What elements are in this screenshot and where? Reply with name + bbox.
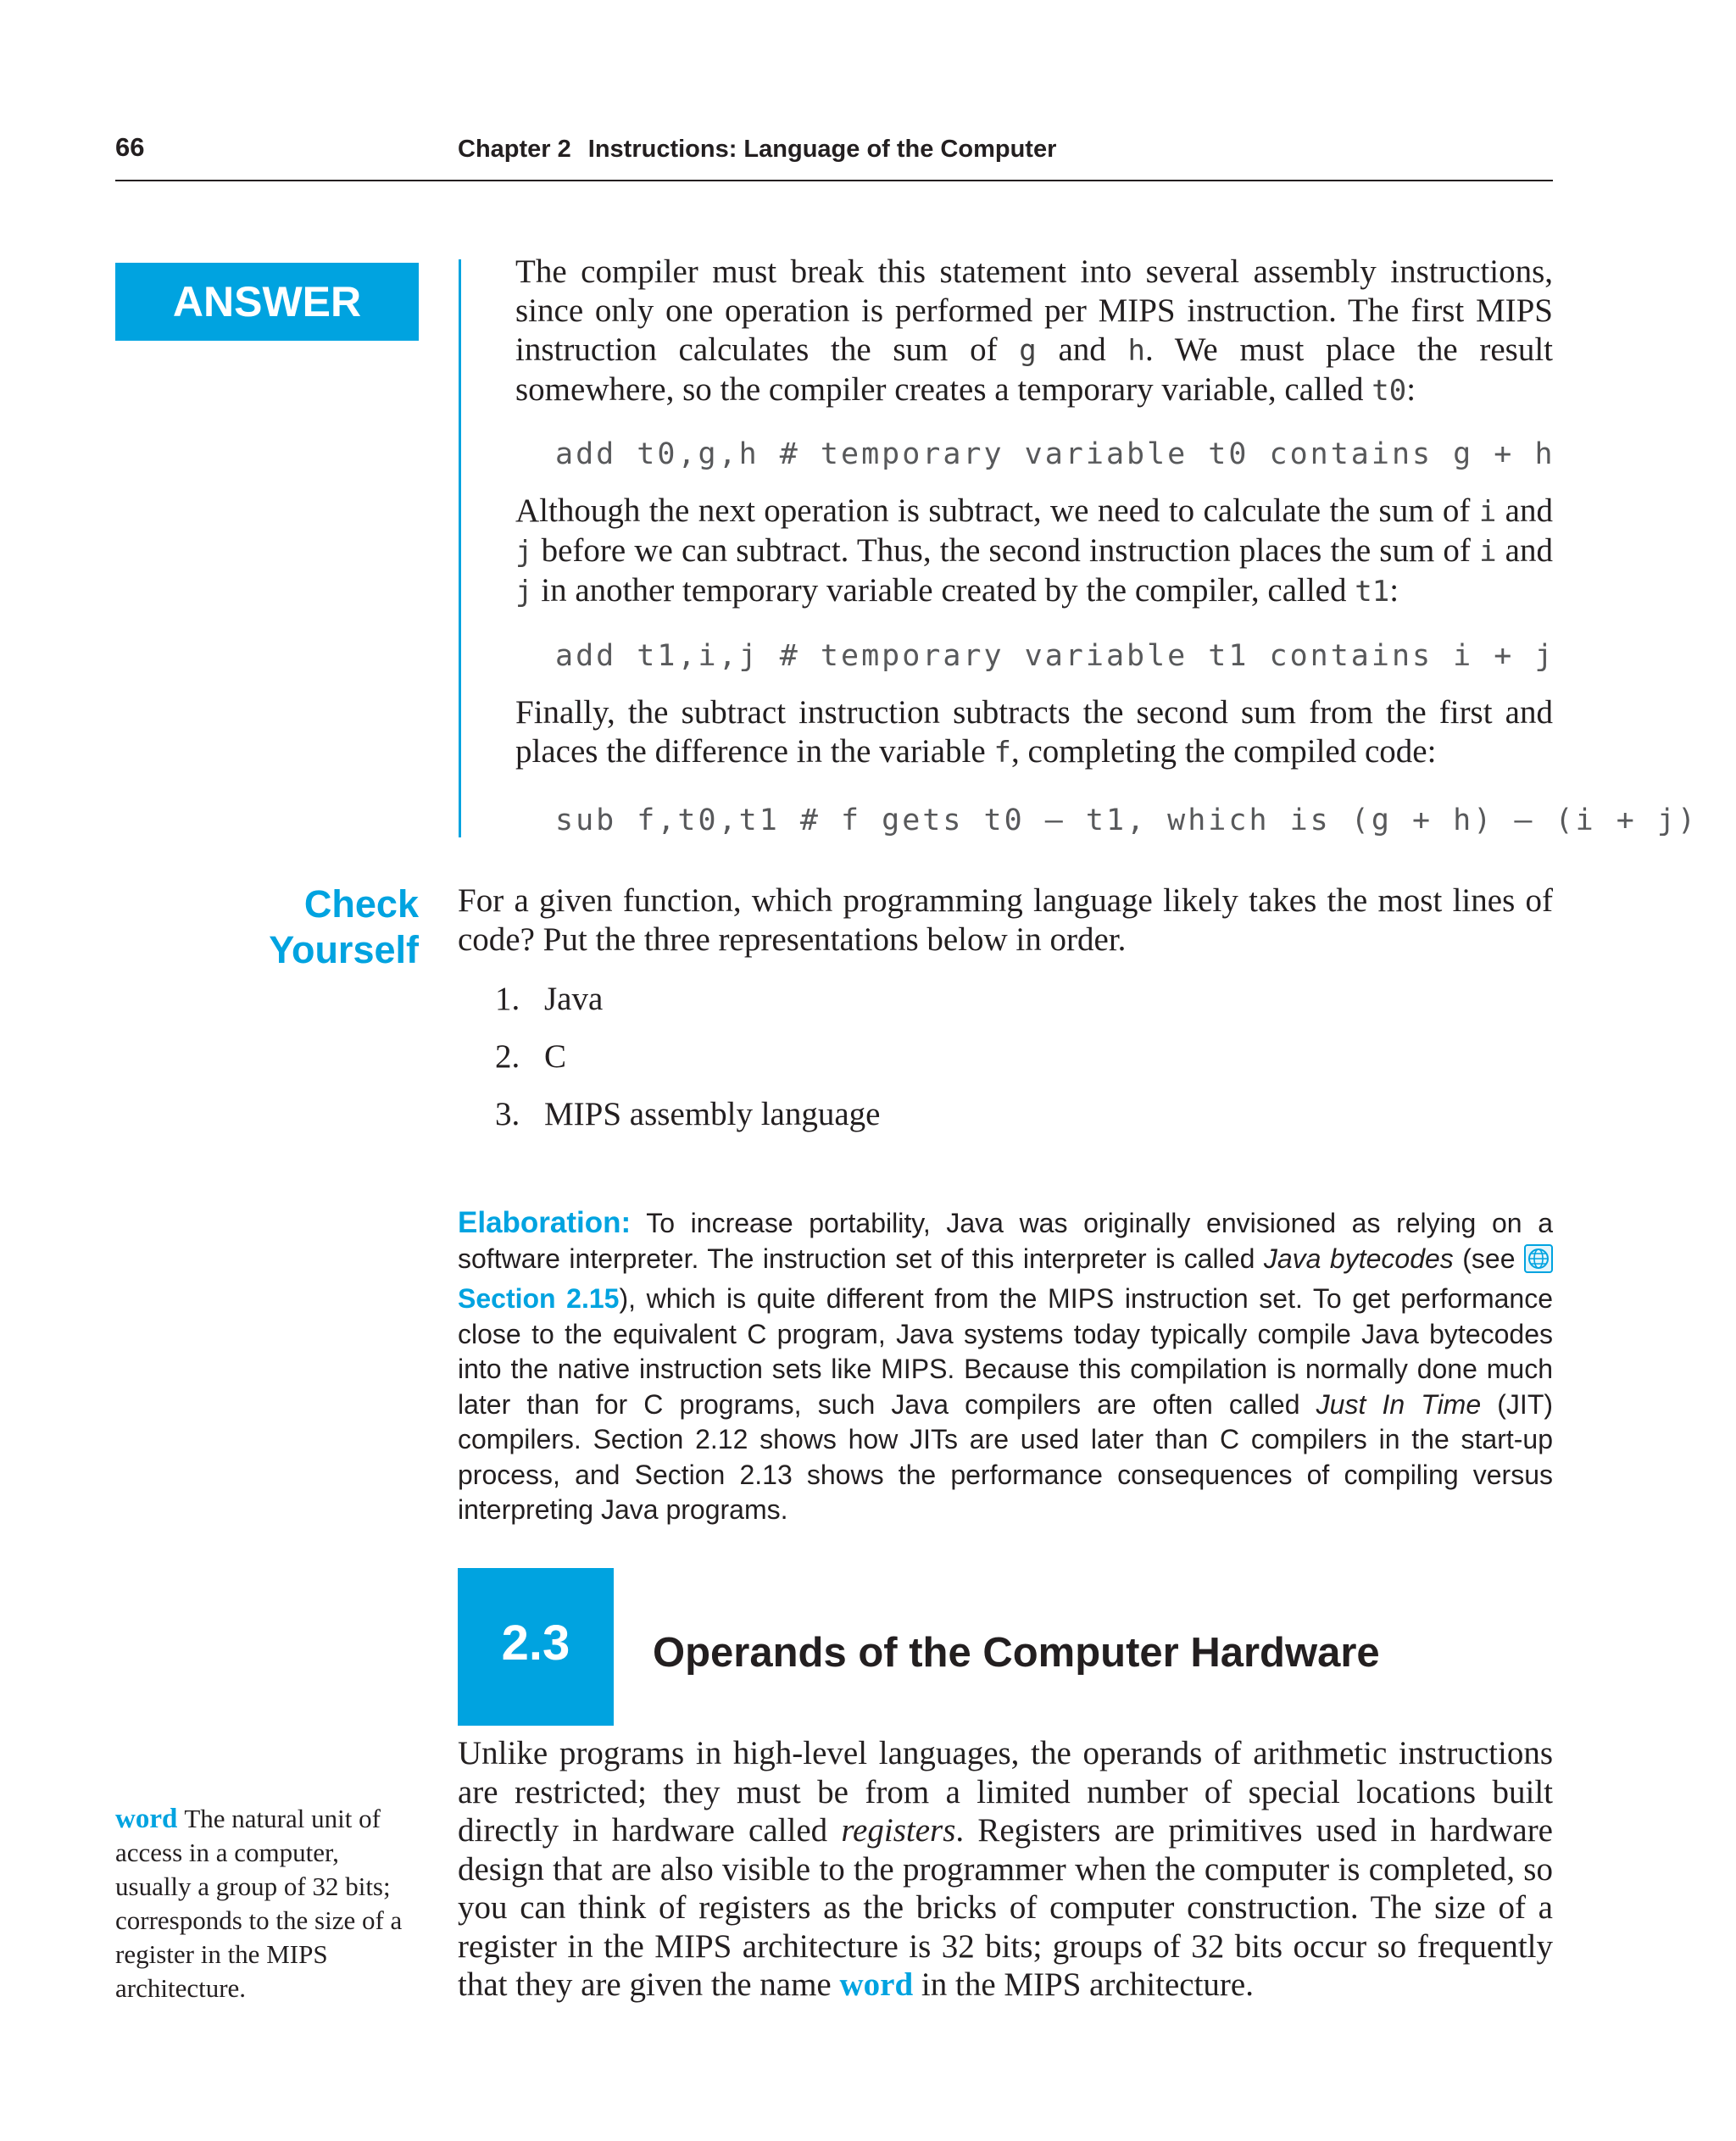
glossary-note xyxy=(115,1802,420,2005)
check-yourself-label: Check Yourself xyxy=(269,882,419,971)
elaboration-label: Elaboration: xyxy=(458,1206,632,1239)
page-number: 66 xyxy=(115,132,145,162)
code-line-1: add t0,g,h # temporary variable t0 contains g + h xyxy=(555,437,1555,471)
section-2-15-link[interactable]: Section 2.15 xyxy=(458,1283,620,1314)
check-yourself-question: For a given function, which programming language likely takes the most lines of code? Put the three representations below in order. xyxy=(458,882,1553,958)
list-item: 3. MIPS assembly language xyxy=(495,1096,881,1132)
code-line-2: add t1,i,j # temporary variable t1 contains i + j xyxy=(555,639,1555,673)
answer-paragraph-2: Although the next operation is subtract, we need to calculate the sum of i and j before we can subtract. Thus, the second instruction places the sum of i and j in another temporary variable created by the compiler, called t1: xyxy=(515,492,1553,609)
globe-icon xyxy=(1524,1244,1553,1282)
body-paragraph: Unlike programs in high-level languages, the operands of arithmetic instructions are restricted; they must be from a limited number of special locations built directly in hardware called registers. Registers are primitives used in hardware design that are also visible to the programmer when the computer is completed, so you can think of registers as the bricks of computer construction. The size of a register in the MIPS architecture is 32 bits; groups of 32 bits occur so frequently that they are given the name word in the MIPS architecture. xyxy=(458,1735,1553,2003)
header-rule xyxy=(115,180,1553,181)
glossary-definition: The natural unit of access in a computer, usually a group of 32 bits; corresponds to the size of a register in the MIPS architecture. xyxy=(115,1804,403,2003)
glossary-term: word xyxy=(115,1804,178,1834)
chapter-title: Instructions: Language of the Computer xyxy=(587,136,1057,163)
word-term: word xyxy=(839,1966,914,2003)
answer-paragraph-1: The compiler must break this statement into several assembly instructions, since only one operation is performed per MIPS instruction. The first MIPS instruction calculates the sum of g and h. We must place the result somewhere, so the compiler creates a temporary variable, called t0: xyxy=(515,253,1553,408)
list-item: 1. Java xyxy=(495,981,604,1017)
answer-paragraph-3: Finally, the subtract instruction subtracts the second sum from the first and places the difference in the variable f, completing the compiled code: xyxy=(515,694,1553,770)
elaboration-paragraph: Elaboration: To increase portability, Java was originally envisioned as relying on a software interpreter. The instruction set of this interpreter is called Java bytecodes (see Section 2.15), which is quite different from the MIPS instruction set. To get performance close to the equivalent C program, Java systems today typically compile Java bytecodes into the native instruction sets like MIPS. Because this compilation is normally done much later than for C programs, such Java compilers are often called Just In Time (JIT) compilers. Section 2.12 shows how JITs are used later than C compilers in the start-up process, and Section 2.13 shows the performance consequences of compiling versus interpreting Java programs. xyxy=(458,1206,1554,1525)
running-head xyxy=(458,136,1056,164)
section-number: 2.3 xyxy=(501,1615,570,1671)
list-item: 2. C xyxy=(495,1038,567,1075)
answer-label: ANSWER xyxy=(115,263,419,341)
chapter-number: Chapter 2 xyxy=(458,136,571,163)
section-title: Operands of the Computer Hardware xyxy=(653,1630,1380,1676)
code-line-3: sub f,t0,t1 # f gets t0 – t1, which is (g + h) – (i + j) xyxy=(555,804,1699,837)
answer-rule xyxy=(459,259,461,837)
